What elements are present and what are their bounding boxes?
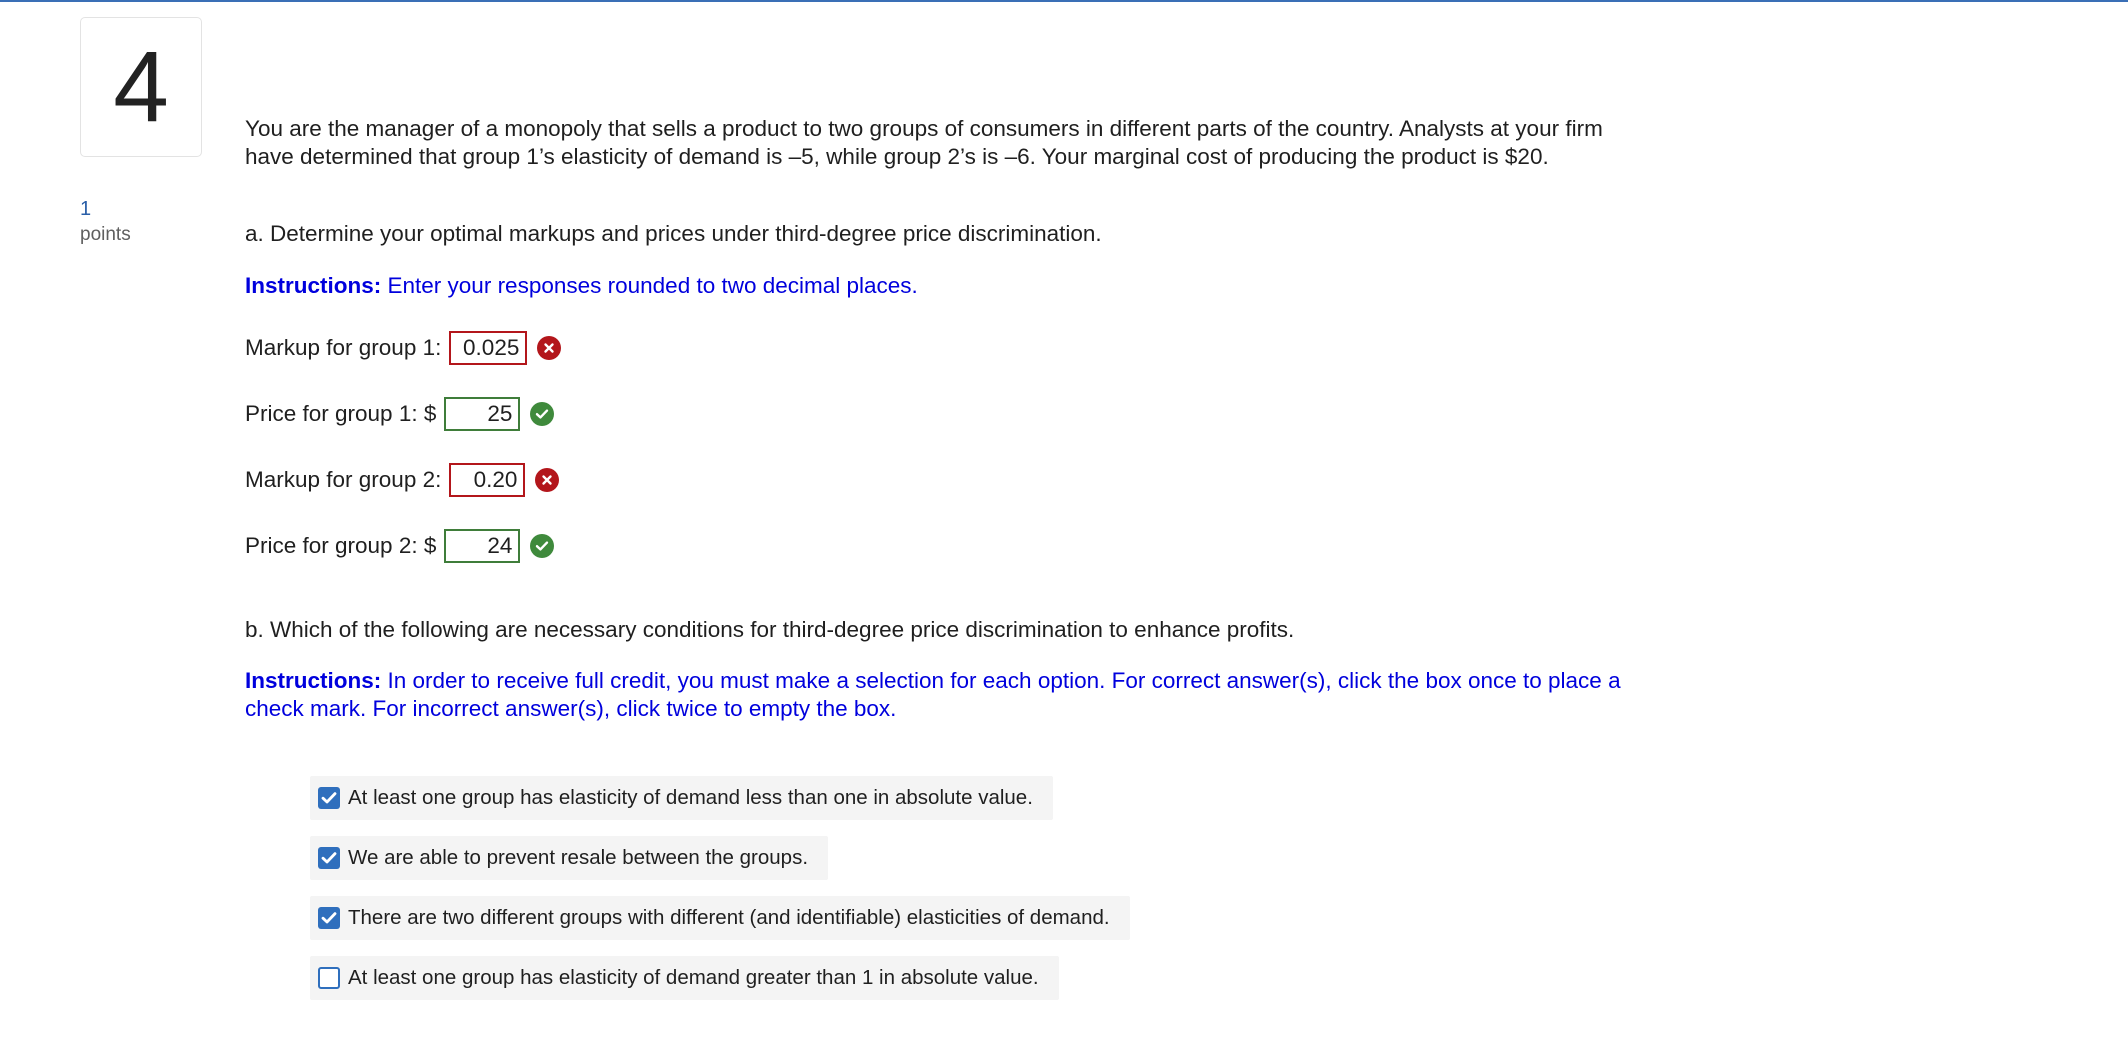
- option-1-label: At least one group has elasticity of demand less than one in absolute value.: [348, 786, 1033, 809]
- markup-group-1-label: Markup for group 1:: [245, 335, 442, 360]
- option-1[interactable]: [310, 776, 1053, 820]
- question-number: 4: [80, 17, 202, 157]
- instructions-bold-label: Instructions:: [245, 668, 382, 693]
- points-value: 1: [80, 198, 92, 220]
- markup-group-2-input[interactable]: 0.20: [449, 463, 525, 497]
- markup-group-2-label: Markup for group 2:: [245, 467, 442, 492]
- check-circle-icon: [530, 402, 554, 426]
- price-group-2-label: Price for group 2: $: [245, 533, 437, 558]
- option-2[interactable]: [310, 836, 828, 880]
- price-group-2-row: [245, 529, 554, 563]
- option-3-label: There are two different groups with different (and identifiable) elasticities of demand.: [348, 906, 1110, 929]
- top-rule: [0, 0, 2128, 2]
- markup-group-1-input[interactable]: 0.025: [449, 331, 527, 365]
- option-4-label: At least one group has elasticity of demand greater than 1 in absolute value.: [348, 966, 1039, 989]
- price-group-1-row: [245, 397, 554, 431]
- option-4[interactable]: [310, 956, 1059, 1000]
- price-group-2-input[interactable]: 24: [444, 529, 520, 563]
- price-group-1-label: Price for group 1: $: [245, 401, 437, 426]
- instructions-text: In order to receive full credit, you must make a selection for each option. For correct answer(s), click the box once to place a check mark. For incorrect answer(s), click twice to empty the box.: [245, 668, 1621, 721]
- price-group-1-input[interactable]: 25: [444, 397, 520, 431]
- checkbox-empty-icon[interactable]: [318, 967, 340, 989]
- checkbox-checked-icon[interactable]: [318, 907, 340, 929]
- part-a-instructions: [245, 272, 1645, 300]
- part-a-prompt: a. Determine your optimal markups and prices under third-degree price discrimination.: [245, 221, 1102, 246]
- question-stem: You are the manager of a monopoly that sells a product to two groups of consumers in different parts of the country. Analysts at your firm have determined that group 1’s elasticity of demand is –5, while group 2’s is –6. Your marginal cost of producing the product is $20.: [245, 116, 1603, 169]
- points-label: points: [80, 224, 131, 245]
- instructions-bold-label: Instructions:: [245, 273, 382, 298]
- markup-group-1-row: [245, 331, 561, 365]
- close-circle-icon: [535, 468, 559, 492]
- option-2-label: We are able to prevent resale between the groups.: [348, 846, 809, 869]
- close-circle-icon: [537, 336, 561, 360]
- check-circle-icon: [530, 534, 554, 558]
- markup-group-2-row: [245, 463, 559, 497]
- instructions-text: Enter your responses rounded to two decimal places.: [381, 273, 918, 298]
- part-b-prompt: b. Which of the following are necessary conditions for third-degree price discrimination to enhance profits.: [245, 617, 1295, 642]
- checkbox-checked-icon[interactable]: [318, 847, 340, 869]
- checkbox-checked-icon[interactable]: [318, 787, 340, 809]
- part-b-instructions: [245, 667, 1645, 723]
- option-3[interactable]: [310, 896, 1130, 940]
